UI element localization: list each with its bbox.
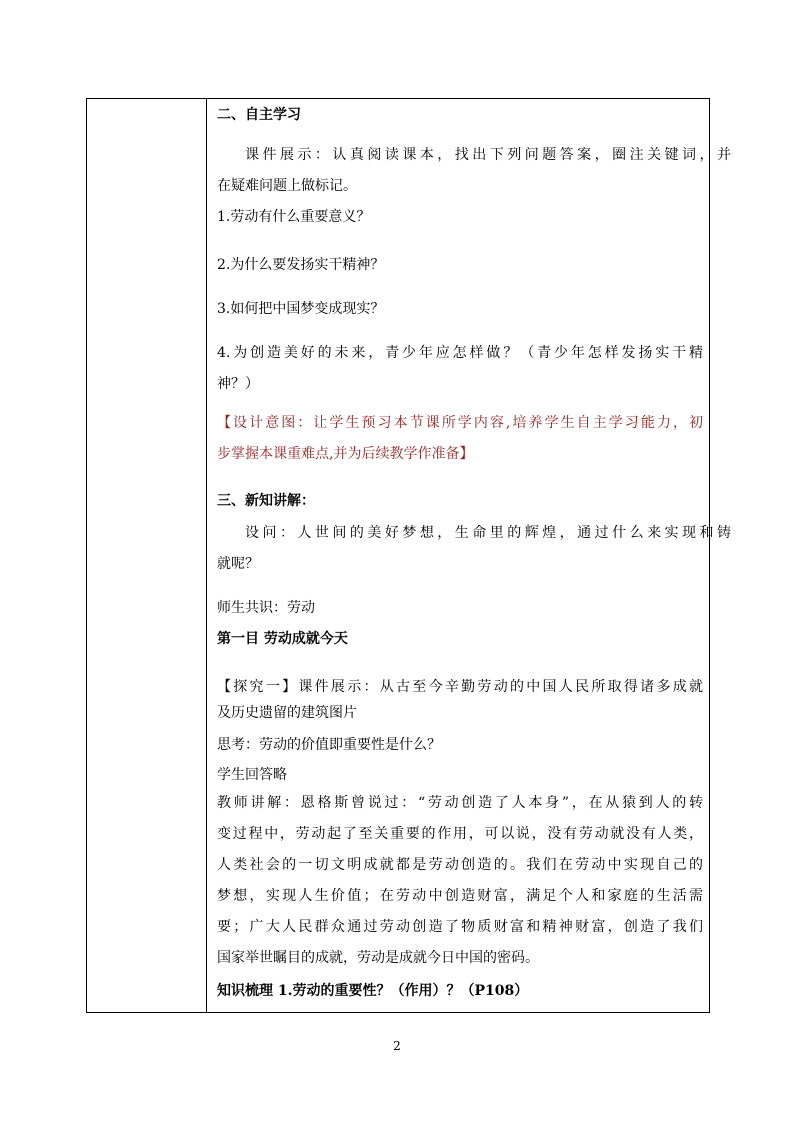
teacher-line-3: 人类社会的一切文明成就都是劳动创造的。我们在劳动中实现自己的 [217,857,703,873]
design-intent-line2: 步掌握本课重难点,并为后续教学作准备】 [217,446,474,462]
section2-intro-line1: 课件展示：认真阅读课本，找出下列问题答案，圈注关键词，并 [245,147,731,163]
ask-line1: 设问：人世间的美好梦想，生命里的辉煌，通过什么来实现和铸 [245,525,731,541]
section2-intro-line2: 在疑难问题上做标记。 [217,178,357,194]
table-content-cell [217,99,731,1012]
subheading: 第一目 劳动成就今天 [217,631,348,647]
explore-line1: 【探究一】课件展示：从古至今辛勤劳动的中国人民所取得诸多成就 [217,679,703,695]
design-intent-line1: 【设计意图：让学生预习本节课所学内容,培养学生自主学习能力，初 [217,415,703,431]
question-4-line2: 神？） [217,376,259,392]
think-text: 思考：劳动的价值即重要性是什么？ [217,737,441,753]
teacher-line-1: 教师讲解：恩格斯曾说过：“劳动创造了人本身”，在从猿到人的转 [217,795,703,811]
knowledge-summary: 知识梳理 1.劳动的重要性？（作用）？（P108） [217,983,529,999]
ask-line2: 就呢？ [217,556,259,572]
question-3: 3.如何把中国梦变成现实？ [217,301,385,317]
teacher-line-4: 梦想，实现人生价值；在劳动中创造财富，满足个人和家庭的生活需 [217,888,703,904]
section2-heading: 二、自主学习 [217,107,301,123]
teacher-line-2: 变过程中，劳动起了至关重要的作用，可以说，没有劳动就没有人类， [217,826,703,842]
explore-line2: 及历史遗留的建筑图片 [217,705,357,721]
page-number: 2 [393,1039,401,1053]
section3-heading: 三、新知讲解： [217,493,315,509]
teacher-line-5: 要；广大人民群众通过劳动创造了物质财富和精神财富，创造了我们 [217,919,703,935]
question-2: 2.为什么要发扬实干精神？ [217,257,385,273]
lesson-table [86,98,731,1013]
consensus-text: 师生共识：劳动 [217,600,315,616]
table-left-column [87,99,207,1012]
question-4-line1: 4.为创造美好的未来，青少年应怎样做？（青少年怎样发扬实干精 [217,345,703,361]
question-1: 1.劳动有什么重要意义？ [217,209,371,225]
answer-text: 学生回答略 [217,767,287,783]
teacher-line-6: 国家举世瞩目的成就，劳动是成就今日中国的密码。 [217,950,539,966]
